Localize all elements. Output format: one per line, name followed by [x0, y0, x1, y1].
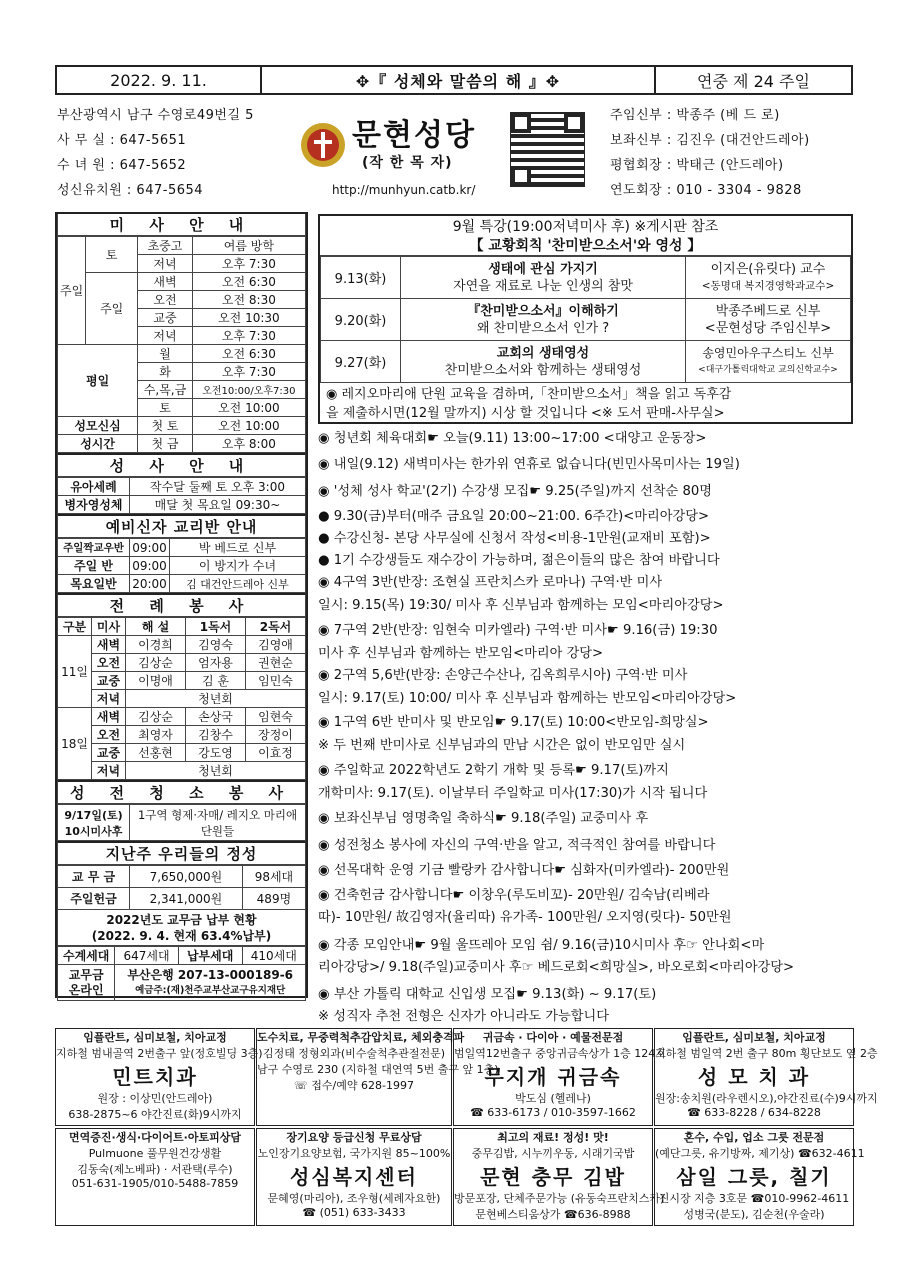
table-cell: 매달 첫 목요일 09:30~ [130, 496, 306, 514]
ad-line: 삼일 그릇, 칠기 [676, 1165, 832, 1189]
ad-line: 051-631-1905/010-5488-7859 [71, 1177, 239, 1190]
table-cell: 18일 [58, 708, 92, 780]
year-motto: ✥『 성체와 말씀의 해 』✥ [262, 67, 656, 93]
notice-line: ※ 성직자 추천 전형은 신자가 아니라도 가능합니다 [318, 1009, 609, 1024]
table-cell: 이 방지가 수녀 [170, 557, 306, 575]
ad-line: 남구 수영로 230 (지하철 대연역 5번 출구 앞 1층) [257, 1063, 499, 1076]
ad-line: 방문포장, 단체주문가능 (유동숙프란치스카) [454, 1192, 665, 1205]
notice-line: 일시: 9.15(목) 19:30/ 미사 후 신부님과 함께하는 모임<마리아강당> [318, 598, 724, 613]
table-cell: 『찬미받으소서』이해하기 왜 찬미받으소서 인가 ? [401, 299, 686, 341]
ad-line: 638-2875~6 야간진료(화)9시까지 [68, 1108, 242, 1121]
table-cell: 청년회 [126, 690, 306, 708]
ad-box[interactable] [55, 1128, 255, 1226]
table-cell: 김 훈 [186, 672, 246, 690]
table-cell: 오전 6:30 [192, 345, 305, 363]
table-cell: 박종주베드로 신부 <문현성당 주임신부> [686, 299, 851, 341]
offering-title: 지난주 우리들의 정성 [57, 841, 306, 865]
table-cell: 최영자 [126, 726, 186, 744]
ad-line: 혼수, 수입, 업소 그릇 전문점 [683, 1131, 825, 1144]
table-cell: 저녁 [92, 690, 126, 708]
table-cell: 박 베드로 신부 [170, 539, 306, 557]
ad-line: 김동숙(제노베파) · 서관택(루수) [77, 1163, 233, 1176]
table-cell: 오전 10:00 [192, 399, 305, 417]
ad-box[interactable] [654, 1028, 878, 1126]
table-cell: 해 설 [126, 618, 186, 636]
church-motto: (작 한 목 자) [362, 155, 453, 171]
table-cell: 새벽 [92, 636, 126, 654]
notice-line: 개학미사: 9.17(토). 이날부터 주일학교 미사(17:30)가 시작 됩니다 [318, 786, 708, 801]
table-cell: 이효정 [246, 744, 306, 762]
table-cell: 오전 [138, 291, 193, 309]
notice-line: ※ 두 번째 반미사로 신부님과의 만남 시간은 없이 반모임만 실시 [318, 738, 686, 753]
ad-line: (예단그릇, 유기방짜, 제기상) ☎632-4611 [655, 1147, 865, 1160]
table-cell: 첫 토 [138, 417, 193, 435]
header-bar [55, 65, 853, 95]
table-cell: 오전 10:30 [192, 309, 305, 327]
ad-line: ☏ 접수/예약 628-1997 [294, 1079, 414, 1092]
table-cell: 초중고 [138, 237, 193, 255]
ad-line: 도수치료, 무중력척추감압치료, 체외충격파 [257, 1031, 465, 1044]
ad-box[interactable] [654, 1128, 865, 1226]
table-cell: 오전 [92, 654, 126, 672]
ad-line: 문현 충무 김밥 [480, 1165, 626, 1189]
notice-line: ◉ 7구역 2반(반장: 임현숙 미카엘라) 구역·반 미사☛ 9.16(금) 19:30 [318, 623, 718, 638]
ad-line: 무지개 귀금속 [484, 1065, 622, 1089]
table-cell: 장정이 [246, 726, 306, 744]
ad-line: 성 모 치 과 [697, 1065, 811, 1089]
liturgical-week: 연중 제 24 주일 [697, 71, 810, 91]
notice-line: ◉ 부산 가톨릭 대학교 신입생 모집☛ 9.13(화) ~ 9.17(토) [318, 987, 657, 1002]
table-cell: 1독서 [186, 618, 246, 636]
table-cell: 교 무 금 [58, 866, 130, 888]
table-cell: 첫 금 [138, 435, 193, 453]
ad-line: 지하철 범일역 2번 출구 80m 횡단보도 옆 2층 [655, 1047, 878, 1060]
notice-line: ◉ 1구역 6반 반미사 및 반모임☛ 9.17(토) 10:00<반모임-희망실> [318, 715, 709, 730]
cleaning-title: 성 전 청 소 봉 사 [57, 780, 306, 804]
ad-line: ☎ 633-6173 / 010-3597-1662 [470, 1106, 636, 1119]
table-cell: 저녁 [138, 255, 193, 273]
ad-line: 문혜영(마리아), 조우형(세례자요한) [267, 1192, 441, 1205]
table-cell: 납부세대 [178, 947, 242, 965]
table-cell: 교중 [92, 672, 126, 690]
table-cell: 성모신심 [58, 417, 138, 435]
table-cell: 임민숙 [246, 672, 306, 690]
table-cell: 미사 [92, 618, 126, 636]
table-cell: 20:00 [130, 575, 170, 593]
table-cell: 09:00 [130, 539, 170, 557]
church-emblem [298, 120, 348, 170]
lecture-table [320, 256, 851, 383]
table-cell: 오전 10:00 [192, 417, 305, 435]
table-cell: 김 대건안드레아 신부 [170, 575, 306, 593]
bulletin-date: 2022. 9. 11. [57, 67, 262, 93]
ad-line: Pulmuone 풀무원건강생활 [88, 1147, 222, 1160]
ad-box[interactable] [453, 1128, 665, 1226]
ad-box[interactable] [453, 1028, 666, 1126]
mass-title: 미 사 안 내 [57, 214, 306, 236]
table-cell: 김영숙 [186, 636, 246, 654]
table-cell: 1구역 형제·자매/ 레지오 마리애 단원들 [130, 805, 306, 841]
ad-line: 진시장 지층 3호문 ☎010-9962-4611 [658, 1192, 850, 1205]
table-cell: 새벽 [138, 273, 193, 291]
table-cell: 11일 [58, 636, 92, 708]
table-cell: 선홍현 [126, 744, 186, 762]
table-cell: 성시간 [58, 435, 138, 453]
table-cell: 작수달 둘째 토 오후 3:00 [130, 478, 306, 496]
table-cell: 489명 [242, 888, 305, 910]
notice-line: ◉ 청년회 체육대회☛ 오늘(9.11) 13:00~17:00 <대양고 운동장> [318, 431, 707, 446]
table-cell: 교중 [92, 744, 126, 762]
sacrament-table [57, 477, 306, 514]
table-cell: 9/17일(토) 10시미사후 [58, 805, 130, 841]
ad-box[interactable] [256, 1028, 499, 1126]
notice-line: ◉ 내일(9.12) 새벽미사는 한가위 연휴로 없습니다(빈민사목미사는 19일) [318, 457, 740, 472]
table-cell: 오후 8:00 [192, 435, 305, 453]
table-cell: 목요일반 [58, 575, 130, 593]
table-cell: 이지은(유릿다) 교수 <동명대 복지경영학과교수> [686, 257, 851, 299]
ad-line: ☎ (051) 633-3433 [302, 1206, 406, 1219]
table-cell: 저녁 [138, 327, 193, 345]
table-cell: 주일 [86, 273, 138, 345]
notice-line: ◉ 보좌신부님 영명축일 축하식☛ 9.18(주일) 교중미사 후 [318, 811, 649, 826]
ad-line: 중무김밥, 시누끼우동, 시래기국밥 [471, 1147, 635, 1160]
table-cell: 오후 7:30 [192, 255, 305, 273]
ad-line: 문현베스티움상가 ☎636-8988 [475, 1208, 631, 1221]
table-cell: 주일헌금 [58, 888, 130, 910]
ad-line: 범일역12번출구 중앙귀금속상가 1층 124호 [454, 1047, 666, 1060]
table-cell: 7,650,000원 [130, 866, 243, 888]
sacrament-title: 성 사 안 내 [57, 453, 306, 477]
cleaning-table [57, 804, 306, 841]
ad-line: 성심복지센터 [290, 1165, 418, 1189]
catechism-table [57, 538, 306, 593]
table-cell: 주일 [58, 237, 86, 345]
table-cell: 생태에 관심 가지기 자연을 재료로 나눈 인생의 참맛 [401, 257, 686, 299]
notice-line: ● 9.30(금)부터(매주 금요일 20:00~21:00. 6주간)<마리아강당> [318, 509, 710, 524]
notice-line: ◉ 선목대학 운영 기금 빨랑카 감사합니다☛ 심화자(미카엘라)- 200만원 [318, 863, 730, 878]
table-cell: 410세대 [242, 947, 305, 965]
table-cell: 교무금 온라인 [58, 965, 115, 1001]
notice-line: 미사 후 신부님과 함께하는 반모임<마리아 강당> [318, 646, 604, 661]
table-cell: 주일 반 [58, 557, 130, 575]
table-cell: 여름 방학 [192, 237, 305, 255]
table-cell: 2독서 [246, 618, 306, 636]
table-cell: 9.20(화) [321, 299, 401, 341]
table-cell: 09:00 [130, 557, 170, 575]
table-cell: 이경희 [126, 636, 186, 654]
ad-line: 귀금속 · 다이아 · 예물전문점 [482, 1031, 624, 1044]
notice-line: 따)- 10만원/ 故김영자(율리따) 유가족- 100만원/ 오지영(릿다)- 50만원 [318, 910, 732, 925]
table-cell: 교중 [138, 309, 193, 327]
table-cell: 647세대 [115, 947, 178, 965]
mass-table [57, 236, 306, 453]
table-cell: 평일 [58, 345, 138, 417]
lecture-box: 9월 특강(19:00저녁미사 후) ※게시판 참조 【 교황회칙 '찬미받으소서'와 영성 】 9.13(화) 생태에 관심 가지기 자연을 재료로 나눈 인생의 참맛 이지은(유릿다) 교수 <동명대 복지경영학과교수> 9.20(화) 『찬미받으소서』이해하기 왜 찬미받으소서 인가 ? 박종주베드로 신부 <문현성당 주임신부> 9.27(화) 교회의 생태영성 찬미받으소서와 함께하는 생태영성 송영민아우구스티노 신부 <대구가톨릭대학교 교의신학교수> ◉ 레지오마리애 단원 교육을 겸하며,「찬미받으소서」책을 읽고 독후감 을 제출하시면(12월 말까지) 시상 할 것입니다 <※ 도서 판매-사무실> [318, 214, 853, 424]
table-cell: 9.27(화) [321, 341, 401, 383]
notice-line: ◉ 각종 모임안내☛ 9월 울뜨레아 모임 쉼/ 9.16(금)10시미사 후☞ 안나회<마 [318, 938, 765, 953]
contact-info: 부산광역시 남구 수영로49번길 5 사 무 실 : 647-5651 수 녀 원 : 647-5652 성신유치원 : 647-5654 [57, 108, 254, 198]
altar-title: 전 례 봉 사 [57, 593, 306, 617]
table-cell: 오후 7:30 [192, 327, 305, 345]
notice-line: ● 1기 수강생들도 재수강이 가능하며, 젊은이들의 많은 참여 바랍니다 [318, 553, 720, 568]
ad-line: 장기요양 등급신청 무료상담 [286, 1131, 422, 1144]
notice-line: ◉ 2구역 5,6반(반장: 손양근수산나, 김옥희루시아) 구역·반 미사 [318, 668, 688, 683]
notice-line: 리아강당>/ 9.18(주일)교중미사 후☞ 베드로회<희망실>, 바오로회<마리아강당> [318, 960, 795, 975]
table-cell: 화 [138, 363, 193, 381]
ad-line: ☎ 633-8228 / 634-8228 [687, 1106, 821, 1119]
table-cell: 임현숙 [246, 708, 306, 726]
table-cell: 오후 7:30 [192, 363, 305, 381]
table-cell: 병자영성체 [58, 496, 130, 514]
ad-box[interactable] [256, 1128, 452, 1226]
ad-box[interactable] [55, 1028, 263, 1126]
table-cell: 수계세대 [58, 947, 115, 965]
ad-line: 임플란트, 심미보철, 치아교정 [83, 1031, 227, 1044]
altar-table [57, 617, 306, 780]
notice-line: ◉ '성체 성사 학교'(2기) 수강생 모집☛ 9.25(주일)까지 선착순 80명 [318, 484, 713, 499]
ad-line: 원장:송치원(라우렌시오),야간진료(수)9시까지 [655, 1092, 878, 1105]
table-cell: 손상국 [186, 708, 246, 726]
table-cell: 김상순 [126, 708, 186, 726]
ad-line: 성병국(분도), 김순천(우술라) [683, 1208, 825, 1221]
qr-code-icon[interactable] [510, 112, 585, 187]
table-cell: 교회의 생태영성 찬미받으소서와 함께하는 생태영성 [401, 341, 686, 383]
table-cell: 월 [138, 345, 193, 363]
ad-line: 박도심 (헬레나) [515, 1092, 591, 1105]
notice-line: ◉ 주일학교 2022학년도 2학기 개학 및 등록☛ 9.17(토)까지 [318, 763, 669, 778]
table-cell: 새벽 [92, 708, 126, 726]
notice-line: ◉ 4구역 3반(반장: 조현실 프란치스카 로마나) 구역·반 미사 [318, 575, 663, 590]
table-cell: 송영민아우구스티노 신부 <대구가톨릭대학교 교의신학교수> [686, 341, 851, 383]
ad-line: 면역증진·생식·다이어트·아토피상담 [69, 1131, 241, 1144]
table-cell: 98세대 [242, 866, 305, 888]
table-cell: 2,341,000원 [130, 888, 243, 910]
table-cell: 2022년도 교무금 납부 현황 (2022. 9. 4. 현재 63.4%납부) [58, 910, 306, 946]
table-cell: 오전 [92, 726, 126, 744]
table-cell: 토 [86, 237, 138, 273]
offering-table [57, 865, 306, 946]
notice-line: ● 수강신청- 본당 사무실에 신청서 작성<비용-1만원(교재비 포함)> [318, 531, 711, 546]
notice-line: ◉ 건축헌금 감사합니다☛ 이창우(루도비꼬)- 20만원/ 김숙남(리베라 [318, 888, 710, 903]
table-cell: 주일짝교우반 [58, 539, 130, 557]
table-cell: 유아세례 [58, 478, 130, 496]
ad-line: 민트치과 [112, 1065, 198, 1089]
table-cell: 토 [138, 399, 193, 417]
notice-line: ◉ 성전청소 봉사에 자신의 구역·반을 알고, 적극적인 참여를 바랍니다 [318, 838, 716, 853]
notice-line: 일시: 9.17(토) 10:00/ 미사 후 신부님과 함께하는 반모임<마리아강당> [318, 691, 737, 706]
table-cell: 청년회 [126, 762, 306, 780]
church-name: 문현성당 [352, 118, 476, 153]
table-cell: 권현순 [246, 654, 306, 672]
household-table [57, 946, 306, 1001]
ad-line: 원장 : 이상민(안드레아) [97, 1092, 213, 1105]
table-cell: 오전 8:30 [192, 291, 305, 309]
church-url[interactable]: http://munhyun.catb.kr/ [332, 183, 476, 197]
ad-line: 김정태 정형외과(비수술척추관절전문) [262, 1047, 446, 1060]
staff-list: 주임신부 : 박종주 (베 드 로) 보좌신부 : 김진우 (대건안드레아) 평협회장 : 박태근 (안드레아) 연도회장 : 010 - 3304 - 9828 [610, 108, 810, 198]
ad-line: 지하철 범내골역 2번출구 앞(정호빌딩 3층) [56, 1047, 263, 1060]
table-cell: 이명애 [126, 672, 186, 690]
table-cell: 강도영 [186, 744, 246, 762]
table-cell: 부산은행 207-13-000189-6 예금주:(재)천주교부산교구유지재단 [115, 965, 306, 1001]
ad-line: 임플란트, 심미보철, 치아교정 [682, 1031, 826, 1044]
table-cell: 저녁 [92, 762, 126, 780]
table-cell: 9.13(화) [321, 257, 401, 299]
table-cell: 김영애 [246, 636, 306, 654]
table-cell: 구분 [58, 618, 92, 636]
table-cell: 김창수 [186, 726, 246, 744]
table-cell: 수,목,금 [138, 381, 193, 399]
table-cell: 오전 6:30 [192, 273, 305, 291]
table-cell: 엄자용 [186, 654, 246, 672]
ad-line: 최고의 재료! 정성! 맛! [497, 1131, 609, 1144]
ad-line: 노인장기요양보험, 국가지원 85~100% [257, 1147, 451, 1160]
left-column [55, 212, 308, 998]
table-cell: 오전10:00/오후7:30 [192, 381, 305, 399]
catechism-title: 예비신자 교리반 안내 [57, 514, 306, 538]
table-cell: 김상순 [126, 654, 186, 672]
